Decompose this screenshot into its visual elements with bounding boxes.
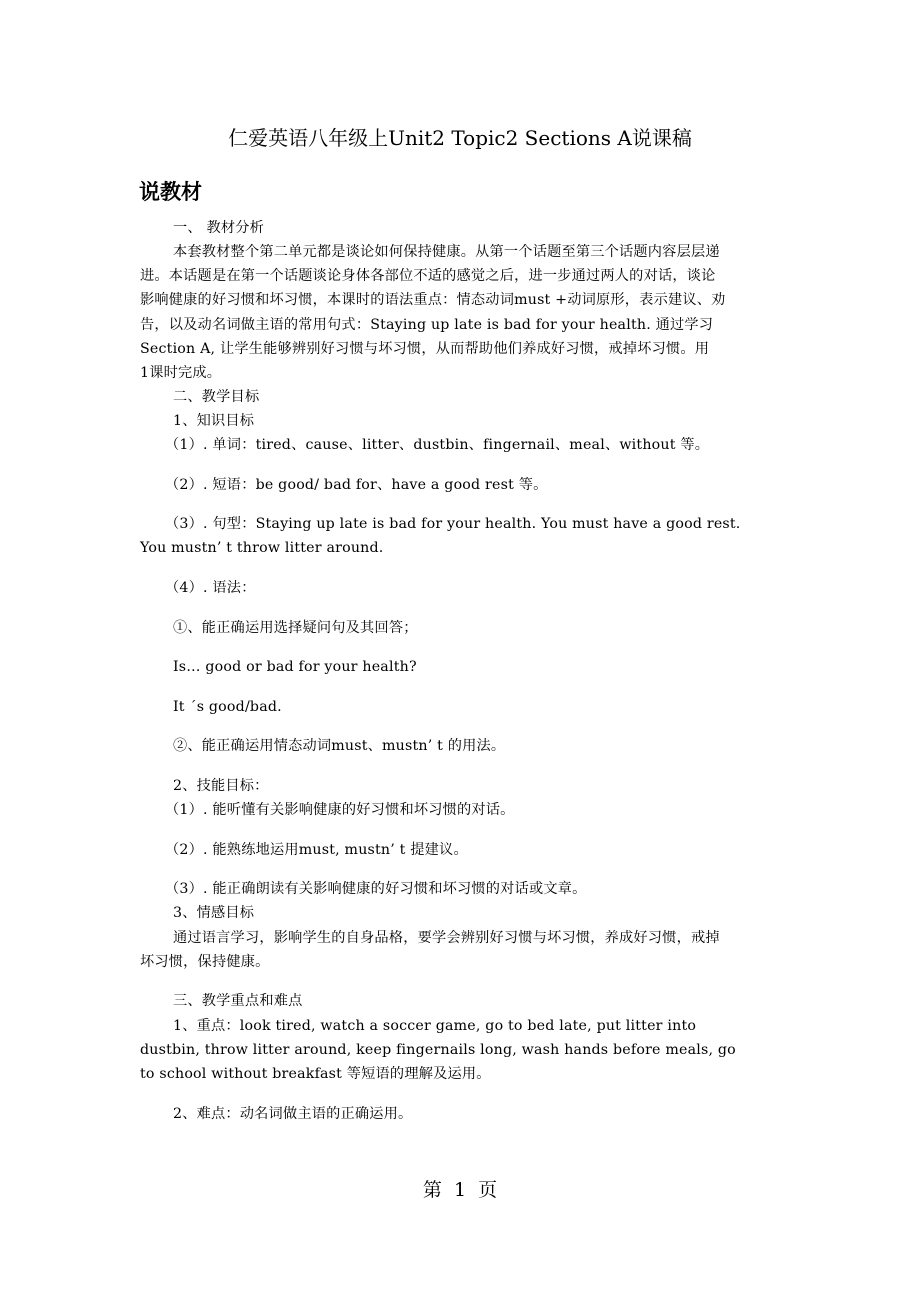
knowledge-phrases: （2）. 短语：be good/ bad for、have a good rest 等。 [165,477,548,493]
grammar-example: Is… good or bad for your health? [173,659,417,675]
knowledge-sentences: （3）. 句型：Staying up late is bad for your health. You must have a good rest. [165,516,741,532]
skills-item: （3）. 能正确朗读有关影响健康的好习惯和坏习惯的对话或文章。 [165,881,587,897]
document-title: 仁爱英语八年级上Unit2 Topic2 Sections A说课稿 [228,126,692,150]
subsection-heading-key-points: 三、教学重点和难点 [173,993,303,1009]
grammar-point: ①、能正确运用选择疑问句及其回答； [173,620,418,636]
subsection-heading-analysis: 一、 教材分析 [173,220,265,236]
page-number: 第 1 页 [422,1179,498,1201]
subsection-heading-objectives: 二、教学目标 [173,389,260,405]
paragraph-line: 进。本话题是在第一个话题谈论身体各部位不适的感觉之后，进一步通过两人的对话，谈论 [140,268,716,284]
skills-item: （1）. 能听懂有关影响健康的好习惯和坏习惯的对话。 [165,802,515,818]
knowledge-grammar: （4）. 语法： [165,580,256,596]
skills-heading: 2、技能目标： [173,778,269,794]
paragraph-line: 1课时完成。 [140,365,222,381]
paragraph-line: 通过语言学习，影响学生的自身品格，要学会辨别好习惯与坏习惯，养成好习惯，戒掉 [173,930,720,946]
skills-item: （2）. 能熟练地运用must, mustn’ t 提建议。 [165,842,468,858]
grammar-example: It ´s good/bad. [173,699,282,715]
emotion-heading: 3、情感目标 [173,905,255,921]
grammar-point: ②、能正确运用情态动词must、mustn’ t 的用法。 [173,738,506,754]
paragraph-line: 告，以及动名词做主语的常用句式：Staying up late is bad for your health. 通过学习 [140,317,714,333]
difficulty-line: 2、难点：动名词做主语的正确运用。 [173,1106,413,1122]
paragraph-line: 影响健康的好习惯和坏习惯，本课时的语法重点：情态动词must +动词原形，表示建议、劝 [140,292,726,308]
paragraph-line: 1、重点：look tired, watch a soccer game, go to bed late, put litter into [173,1018,697,1034]
paragraph-line: 坏习惯，保持健康。 [140,954,270,970]
section-heading: 说教材 [139,179,202,204]
knowledge-heading: 1、知识目标 [173,413,255,429]
paragraph-line: Section A, 让学生能够辨别好习惯与坏习惯，从而帮助他们养成好习惯，戒掉坏习惯。用 [140,341,710,357]
knowledge-sentences-cont: You mustn’ t throw litter around. [140,540,384,556]
paragraph-line: to school without breakfast 等短语的理解及运用。 [140,1066,491,1082]
paragraph-line: 本套教材整个第二单元都是谈论如何保持健康。从第一个话题至第三个话题内容层层递 [173,244,720,260]
paragraph-line: dustbin, throw litter around, keep fingernails long, wash hands before meals, go [140,1042,736,1058]
knowledge-words: （1）. 单词：tired、cause、litter、dustbin、fingernail、meal、without 等。 [165,437,710,453]
